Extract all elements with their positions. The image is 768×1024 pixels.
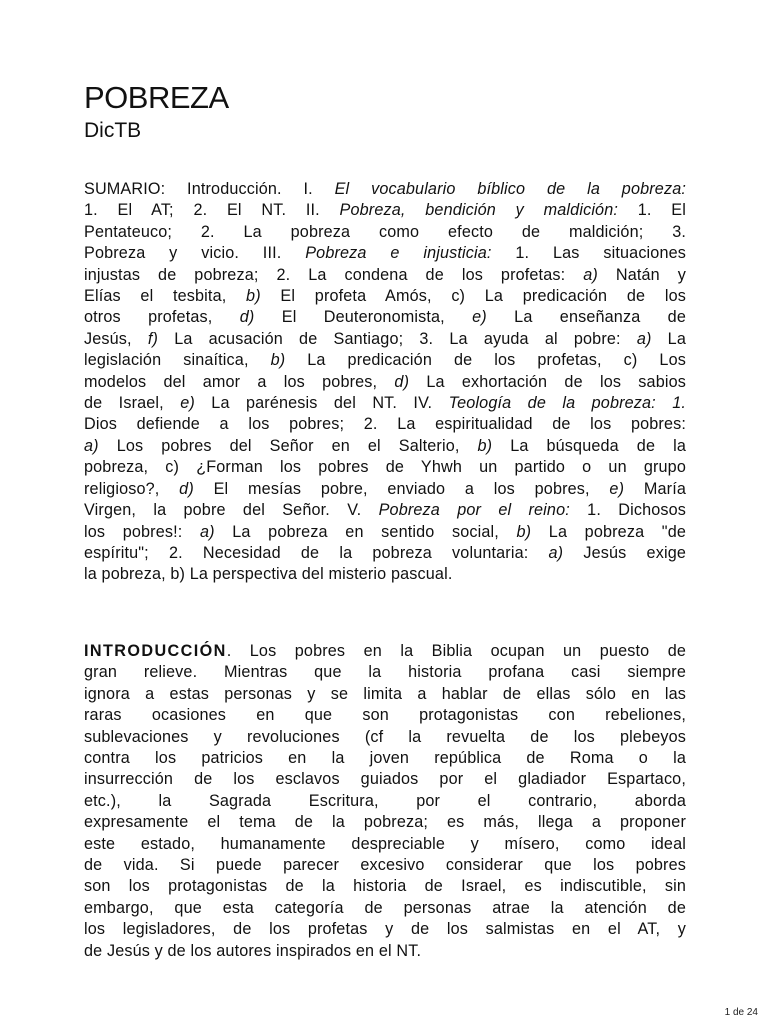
sumario-line: Elías el tesbita, b) El profeta Amós, c) La predicación de los: [84, 287, 686, 306]
introduction-line: gran relieve. Mientras que la historia profana casi siempre: [84, 663, 686, 682]
sumario-line: los pobres!: a) La pobreza en sentido social, b) La pobreza "de: [84, 522, 687, 541]
document-subtitle: DicTB: [84, 119, 142, 142]
introduction-line: ignora a estas personas y se limita a hablar de ellas sólo en las: [84, 684, 686, 703]
sumario-line: Dios defiende a los pobres; 2. La espiritualidad de los pobres:: [84, 415, 686, 434]
introduction-line: contra los patricios en la joven república de Roma o la: [84, 749, 686, 768]
introduction-line: embargo, que esta categoría de personas atrae la atención de: [84, 898, 686, 917]
introduction-heading: INTRODUCCIÓN: [84, 642, 227, 660]
sumario-line: espíritu"; 2. Necesidad de la pobreza voluntaria: a) Jesús exige: [84, 543, 686, 562]
sumario-line: SUMARIO: Introducción. I. El vocabulario bíblico de la pobreza:: [84, 180, 686, 198]
sumario-line: legislación sinaítica, b) La predicación de los profetas, c) Los: [84, 351, 686, 370]
introduction-line: insurrección de los esclavos guiados por el gladiador Espartaco,: [84, 770, 686, 789]
introduction-line: los legisladores, de los profetas y de los salmistas en el AT, y: [84, 920, 686, 939]
introduction-paragraph: [84, 641, 686, 962]
sumario-line: otros profetas, d) El Deuteronomista, e) La enseñanza de: [84, 308, 686, 327]
sumario-line: Virgen, la pobre del Señor. V. Pobreza por el reino: 1. Dichosos: [84, 501, 687, 520]
sumario-line: religioso?, d) El mesías pobre, enviado a los pobres, e) María: [84, 479, 686, 498]
introduction-line: son los protagonistas de la historia de Israel, es indiscutible, sin: [84, 877, 686, 896]
document-title: POBREZA: [84, 80, 229, 115]
sumario-line: a) Los pobres del Señor en el Salterio, b) La búsqueda de la: [84, 436, 687, 455]
introduction-line: INTRODUCCIÓN. Los pobres en la Biblia ocupan un puesto de: [84, 642, 686, 660]
sumario-line: Pobreza y vicio. III. Pobreza e injusticia: 1. Las situaciones: [84, 244, 687, 263]
sumario-line: de Israel, e) La parénesis del NT. IV. Teología de la pobreza: 1.: [84, 394, 687, 413]
introduction-line: expresamente el tema de la pobreza; es más, llega a proponer: [84, 813, 686, 832]
sumario-line: injustas de pobreza; 2. La condena de los profetas: a) Natán y: [84, 265, 686, 284]
sumario-line: pobreza, c) ¿Forman los pobres de Yhwh un partido o un grupo: [84, 458, 686, 477]
introduction-line: etc.), la Sagrada Escritura, por el contrario, aborda: [84, 791, 686, 810]
sumario-line: Pentateuco; 2. La pobreza como efecto de maldición; 3.: [84, 222, 686, 241]
introduction-line: de vida. Si puede parecer excesivo considerar que los pobres: [84, 856, 686, 875]
sumario-line: Jesús, f) La acusación de Santiago; 3. La ayuda al pobre: a) La: [84, 329, 686, 348]
introduction-line: este estado, humanamente despreciable y mísero, como ideal: [84, 834, 686, 853]
introduction-line: de Jesús y de los autores inspirados en el NT.: [84, 941, 422, 960]
introduction-line: sublevaciones y revoluciones (cf la revuelta de los plebeyos: [84, 727, 686, 746]
sumario-line: modelos del amor a los pobres, d) La exhortación de los sabios: [84, 372, 686, 391]
page-number: 1 de 24: [724, 1007, 758, 1018]
sumario-line: la pobreza, b) La perspectiva del misterio pascual.: [84, 565, 453, 584]
sumario-line: 1. El AT; 2. El NT. II. Pobreza, bendición y maldición: 1. El: [84, 201, 686, 220]
sumario-paragraph: [84, 179, 686, 586]
introduction-line: raras ocasiones en que son protagonistas con rebeliones,: [84, 706, 686, 725]
